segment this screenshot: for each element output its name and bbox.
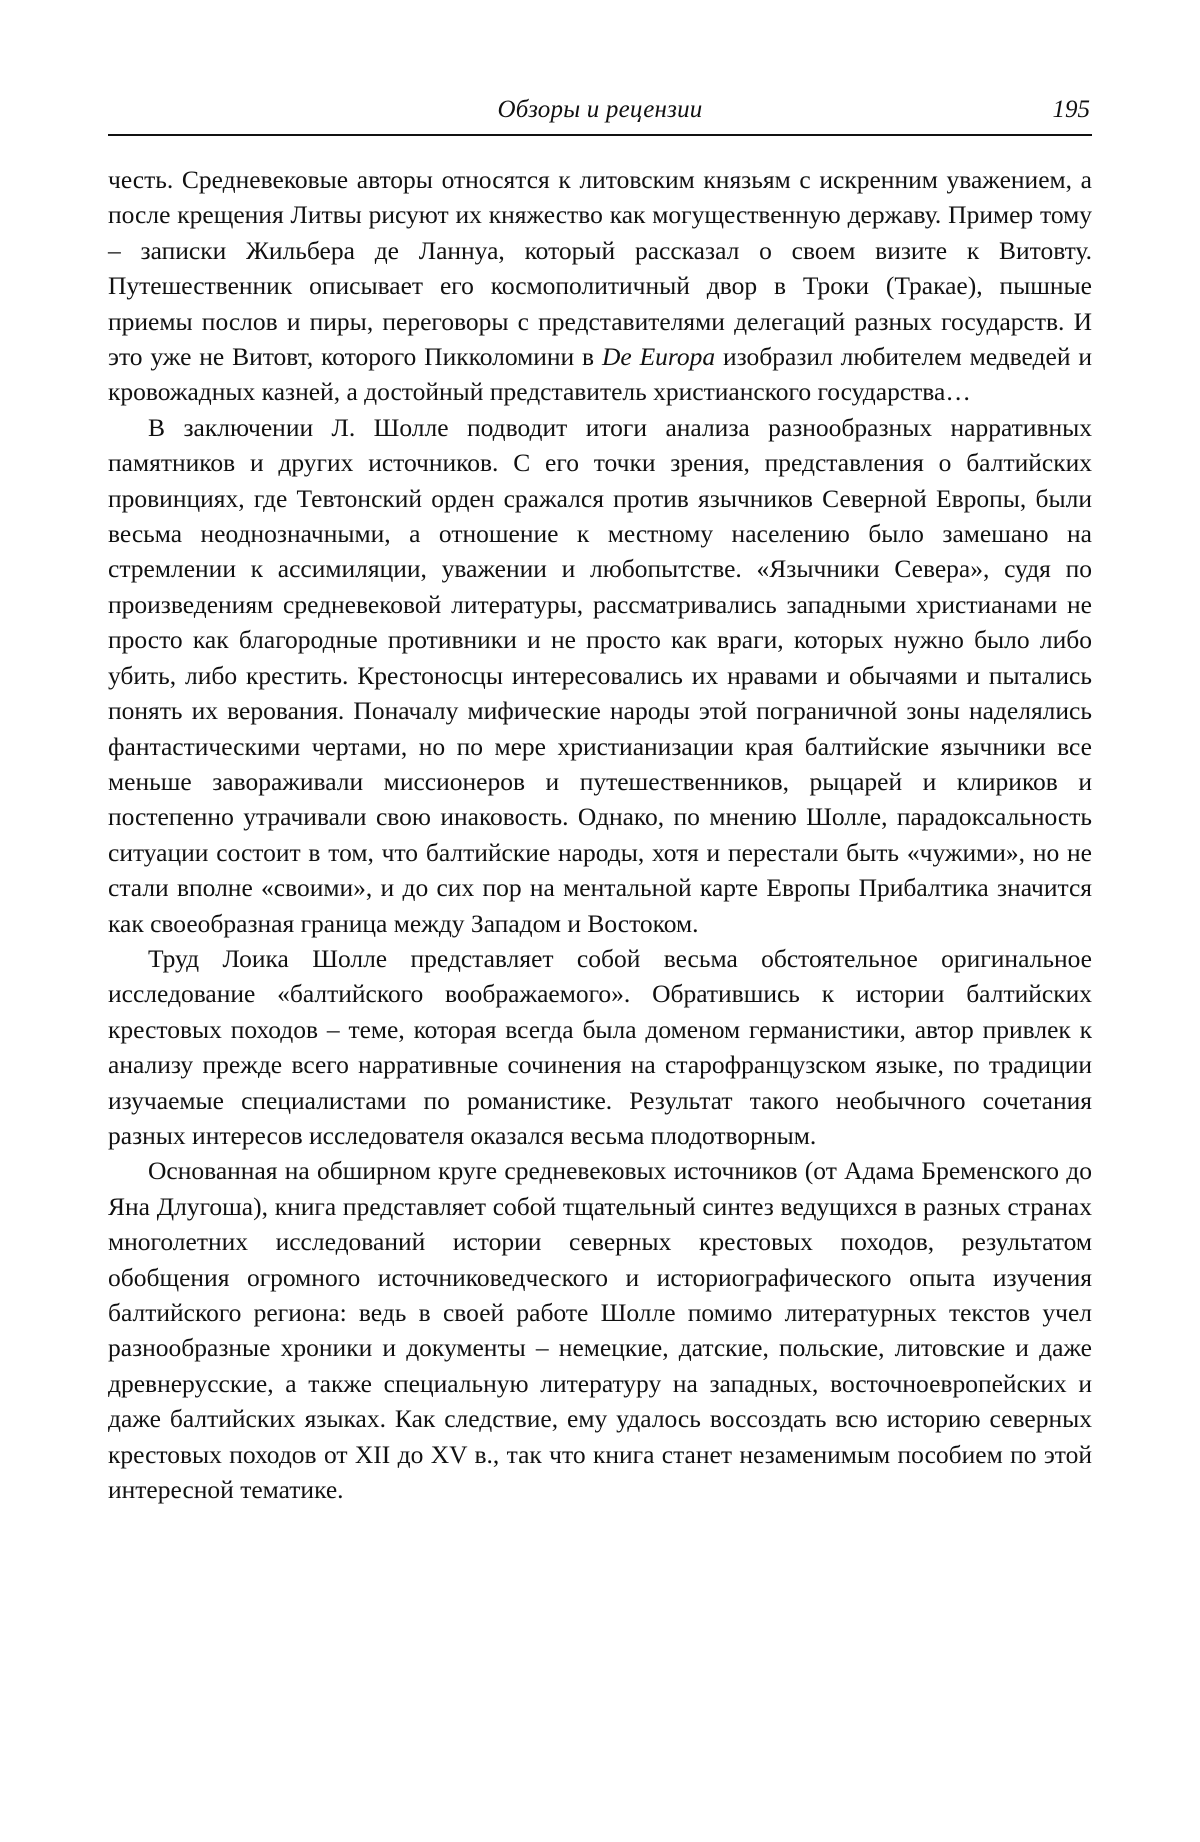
paragraph-4: Основанная на обширном круге средневековых источников (от Адама Бременского до Яна Длугоша), книга представляет собой тщательный синтез ведущихся в разных странах многолетних исследований истории северных крестовых походов, результатом обобщения огромного источниковедческого и историографического опыта изучения балтийского региона: ведь в своей работе Шолле помимо литературных текстов учел разнообразные хроники и документы – немецкие, датские, польские, литовские и даже древнерусские, а также специальную литературу на западных, восточноевропейских и даже балтийских языках. Как следствие, ему удалось воссоздать всю историю северных крестовых походов от XII до XV в., так что книга станет незаменимым пособием по этой интересной тематике.	[108, 1156, 1092, 1505]
header-divider	[108, 134, 1092, 136]
page-number: 195	[1052, 96, 1090, 123]
page-body	[108, 162, 1092, 1507]
paragraph-1-text-after-italic: изобразил любителем медведей и кровожадных казней, а достойный представитель христианского государства…	[108, 342, 1092, 407]
paragraph-1-text-before-italic: честь. Средневековые авторы относятся к литовским князьям с искренним уважением, а после крещения Литвы рисуют их княжество как могущественную державу. Пример тому – записки Жильбера де Ланнуа, который рассказал о своем визите к Витовту. Путешественник описывает его космополитичный двор в Троки (Тракае), пышные приемы послов и пиры, переговоры с представителями делегаций разных государств. И это уже не Витовт, которого Пикколомини в	[108, 165, 1092, 372]
page-header	[108, 96, 1092, 134]
paragraph-2: В заключении Л. Шолле подводит итоги анализа разнообразных нарративных памятников и других источников. С его точки зрения, представления о балтийских провинциях, где Тевтонский орден сражался против язычников Северной Европы, были весьма неоднозначными, а отношение к местному населению было замешано на стремлении к ассимиляции, уважении и любопытстве. «Язычники Севера», судя по произведениям средневековой литературы, рассматривались западными христианами не просто как благородные противники и не просто как враги, которых нужно было либо убить, либо крестить. Крестоносцы интересовались их нравами и обычаями и пытались понять их верования. Поначалу мифические народы этой пограничной зоны наделялись фантастическими чертами, но по мере христианизации края балтийские язычники все меньше завораживали миссионеров и путешественников, рыцарей и клириков и постепенно утрачивали свою инаковость. Однако, по мнению Шолле, парадоксальность ситуации состоит в том, что балтийские народы, хотя и перестали быть «чужими», но не стали вполне «своими», и до сих пор на ментальной карте Европы Прибалтика значится как своеобразная граница между Западом и Востоком.	[108, 412, 1092, 938]
running-title: Обзоры и рецензии	[497, 96, 703, 123]
paragraph-1	[108, 162, 1092, 410]
paragraph-3: Труд Лоика Шолле представляет собой весьма обстоятельное оригинальное исследование «балтийского воображаемого». Обратившись к истории балтийских крестовых походов – теме, которая всегда была доменом германистики, автор привлек к анализу прежде всего нарративные сочинения на старофранцузском языке, по традиции изучаемые специалистами по романистике. Результат такого необычного сочетания разных интересов исследователя оказался весьма плодотворным.	[108, 943, 1092, 1150]
paragraph-1-italic-title: De Europa	[601, 342, 716, 372]
